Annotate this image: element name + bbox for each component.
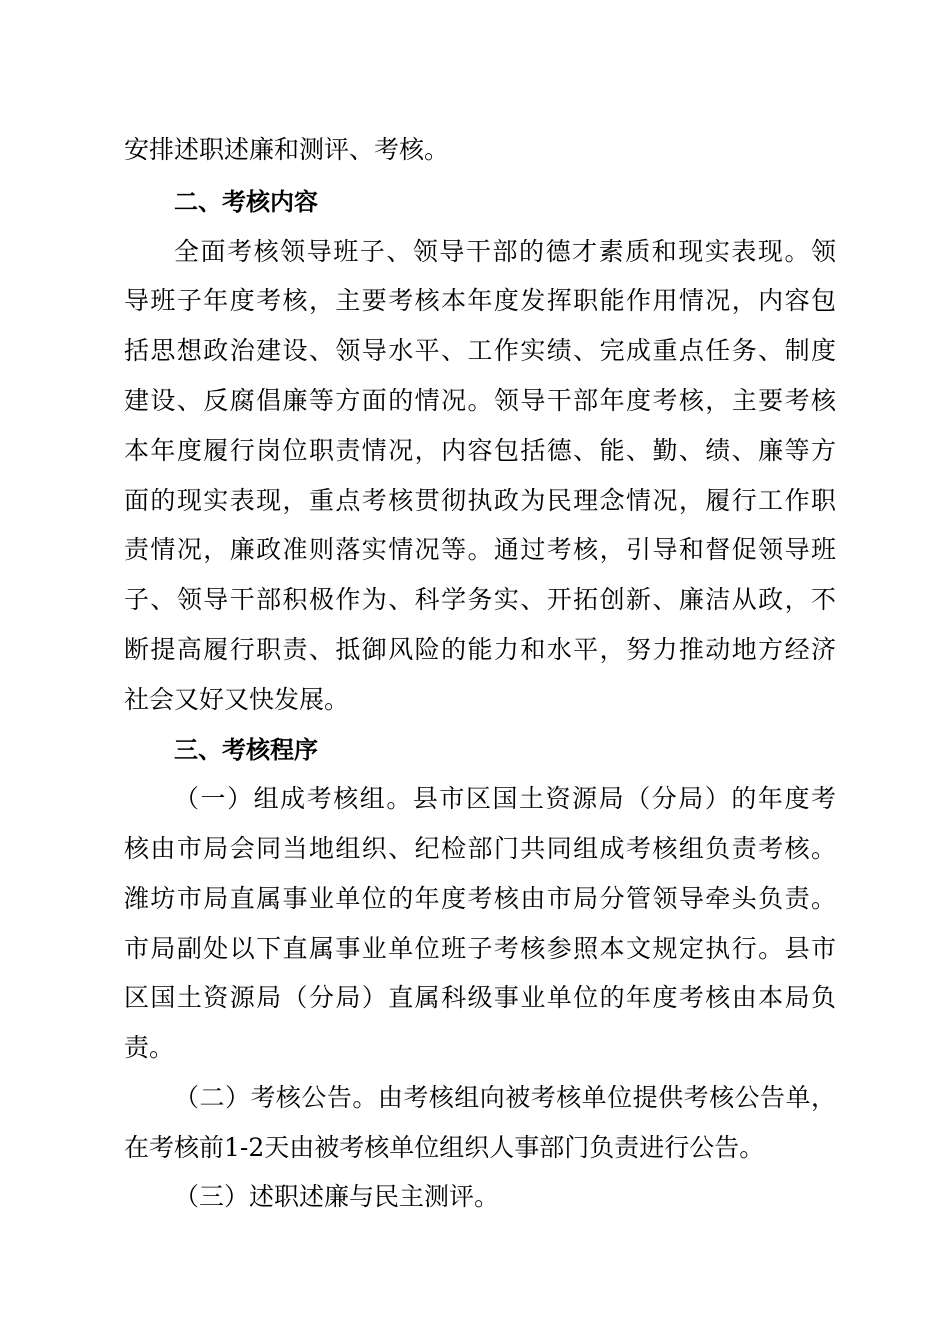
body-line: 面的现实表现，重点考核贯彻执政为民理念情况，履行工作职 — [124, 486, 836, 515]
body-line: 建设、反腐倡廉等方面的情况。领导干部年度考核，主要考核 — [124, 386, 836, 415]
body-line: 社会又好又快发展。 — [124, 685, 350, 714]
body-line: （一）组成考核组。县市区国土资源局（分局）的年度考 — [174, 784, 836, 813]
body-line: 子、领导干部积极作为、科学务实、开拓创新、廉洁从政，不 — [124, 585, 836, 614]
body-line: 在考核前1-2天由被考核单位组织人事部门负责进行公告。 — [124, 1133, 765, 1162]
body-line: 导班子年度考核，主要考核本年度发挥职能作用情况，内容包 — [124, 286, 836, 315]
body-line: 断提高履行职责、抵御风险的能力和水平，努力推动地方经济 — [124, 635, 836, 664]
body-line: 核由市局会同当地组织、纪检部门共同组成考核组负责考核。 — [124, 834, 836, 863]
body-line: 责。 — [124, 1033, 175, 1062]
body-line: 市局副处以下直属事业单位班子考核参照本文规定执行。县市 — [124, 934, 836, 963]
body-line: 责情况，廉政准则落实情况等。通过考核，引导和督促领导班 — [124, 535, 836, 564]
body-line: （三）述职述廉与民主测评。 — [174, 1182, 500, 1211]
body-line: 安排述职述廉和测评、考核。 — [124, 135, 450, 164]
section-heading-content: 二、考核内容 — [174, 188, 318, 216]
body-line: 括思想政治建设、领导水平、工作实绩、完成重点任务、制度 — [124, 336, 836, 365]
body-line: 区国土资源局（分局）直属科级事业单位的年度考核由本局负 — [124, 983, 836, 1012]
body-line: 全面考核领导班子、领导干部的德才素质和现实表现。领 — [174, 237, 836, 266]
body-line: （二）考核公告。由考核组向被考核单位提供考核公告单， — [174, 1083, 836, 1112]
section-heading-procedure: 三、考核程序 — [174, 736, 318, 764]
body-line: 本年度履行岗位职责情况，内容包括德、能、勤、绩、廉等方 — [124, 436, 836, 465]
body-line: 潍坊市局直属事业单位的年度考核由市局分管领导牵头负责。 — [124, 884, 836, 913]
